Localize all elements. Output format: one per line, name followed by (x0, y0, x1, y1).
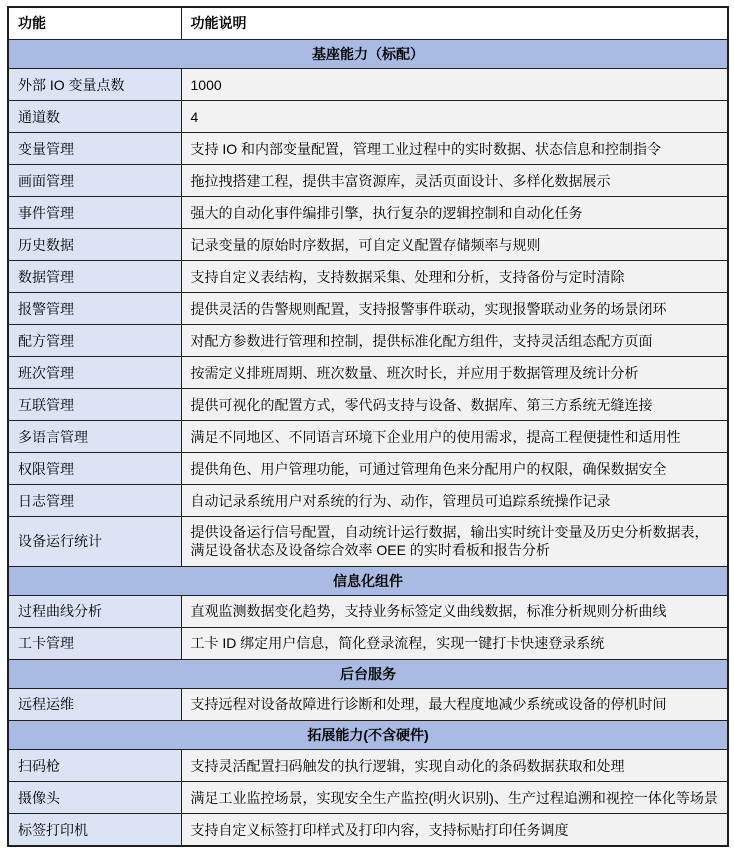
description-cell: 自动记录系统用户对系统的行为、动作，管理员可追踪系统操作记录 (181, 485, 728, 517)
feature-cell: 画面管理 (8, 165, 181, 197)
description-cell: 强大的自动化事件编排引擎，执行复杂的逻辑控制和自动化任务 (181, 197, 728, 229)
feature-spec-table (7, 6, 729, 847)
description-cell: 支持灵活配置扫码触发的执行逻辑，实现自动化的条码数据获取和处理 (181, 750, 728, 782)
feature-cell: 权限管理 (8, 453, 181, 485)
description-cell: 对配方参数进行管理和控制，提供标准化配方组件，支持灵活组态配方页面 (181, 325, 728, 357)
table-row (8, 229, 728, 261)
table-row (8, 517, 728, 566)
table-row (8, 133, 728, 165)
description-cell: 按需定义排班周期、班次数量、班次时长，并应用于数据管理及统计分析 (181, 357, 728, 389)
description-cell: 满足不同地区、不同语言环境下企业用户的使用需求，提高工程便捷性和适用性 (181, 421, 728, 453)
section-row-informatization (8, 566, 728, 595)
description-cell: 4 (181, 101, 728, 133)
table-row (8, 165, 728, 197)
description-cell: 拖拉拽搭建工程，提供丰富资源库，灵活页面设计、多样化数据展示 (181, 165, 728, 197)
feature-cell: 多语言管理 (8, 421, 181, 453)
description-cell: 提供灵活的告警规则配置，支持报警事件联动，实现报警联动业务的场景闭环 (181, 293, 728, 325)
table-row (8, 325, 728, 357)
section-title: 信息化组件 (8, 566, 728, 595)
table-row (8, 688, 728, 720)
description-cell: 满足工业监控场景，实现安全生产监控(明火识别)、生产过程追溯和视控一体化等场景 (181, 782, 728, 814)
table-row (8, 357, 728, 389)
description-cell: 记录变量的原始时序数据，可自定义配置存储频率与规则 (181, 229, 728, 261)
table-row (8, 627, 728, 659)
table-row (8, 485, 728, 517)
feature-cell: 设备运行统计 (8, 517, 181, 566)
table-row (8, 389, 728, 421)
table-row (8, 69, 728, 101)
description-cell: 提供设备运行信号配置，自动统计运行数据，输出实时统计变量及历史分析数据表，满足设备状态及设备综合效率 OEE 的实时看板和报告分析 (181, 517, 728, 566)
description-cell: 直观监测数据变化趋势，支持业务标签定义曲线数据，标准分析规则分析曲线 (181, 595, 728, 627)
table-header-row (8, 7, 728, 40)
description-cell: 提供可视化的配置方式，零代码支持与设备、数据库、第三方系统无缝连接 (181, 389, 728, 421)
description-cell: 支持远程对设备故障进行诊断和处理，最大程度地减少系统或设备的停机时间 (181, 688, 728, 720)
column-header-feature: 功能 (8, 7, 181, 40)
table-row (8, 595, 728, 627)
feature-cell: 事件管理 (8, 197, 181, 229)
table-row (8, 750, 728, 782)
description-cell: 支持 IO 和内部变量配置，管理工业过程中的实时数据、状态信息和控制指令 (181, 133, 728, 165)
feature-cell: 互联管理 (8, 389, 181, 421)
feature-cell: 配方管理 (8, 325, 181, 357)
section-title: 拓展能力(不含硬件) (8, 720, 728, 749)
feature-cell: 远程运维 (8, 688, 181, 720)
section-title: 基座能力（标配） (8, 40, 728, 69)
table-row (8, 293, 728, 325)
section-title: 后台服务 (8, 659, 728, 688)
table-row (8, 197, 728, 229)
section-row-base-capability (8, 40, 728, 69)
feature-cell: 标签打印机 (8, 814, 181, 847)
table-row (8, 261, 728, 293)
feature-cell: 历史数据 (8, 229, 181, 261)
table-row (8, 453, 728, 485)
feature-cell: 报警管理 (8, 293, 181, 325)
feature-cell: 班次管理 (8, 357, 181, 389)
feature-cell: 数据管理 (8, 261, 181, 293)
feature-cell: 工卡管理 (8, 627, 181, 659)
description-cell: 1000 (181, 69, 728, 101)
description-cell: 工卡 ID 绑定用户信息，简化登录流程，实现一键打卡快速登录系统 (181, 627, 728, 659)
section-row-expansion-capability (8, 720, 728, 749)
feature-cell: 变量管理 (8, 133, 181, 165)
feature-cell: 过程曲线分析 (8, 595, 181, 627)
table-row (8, 782, 728, 814)
column-header-description: 功能说明 (181, 7, 728, 40)
description-cell: 支持自定义标签打印样式及打印内容，支持标贴打印任务调度 (181, 814, 728, 847)
table-row (8, 421, 728, 453)
feature-cell: 外部 IO 变量点数 (8, 69, 181, 101)
feature-cell: 日志管理 (8, 485, 181, 517)
feature-cell: 通道数 (8, 101, 181, 133)
description-cell: 支持自定义表结构，支持数据采集、处理和分析，支持备份与定时清除 (181, 261, 728, 293)
description-cell: 提供角色、用户管理功能，可通过管理角色来分配用户的权限，确保数据安全 (181, 453, 728, 485)
table-row (8, 101, 728, 133)
table-row (8, 814, 728, 847)
section-row-backend-services (8, 659, 728, 688)
feature-cell: 摄像头 (8, 782, 181, 814)
feature-cell: 扫码枪 (8, 750, 181, 782)
